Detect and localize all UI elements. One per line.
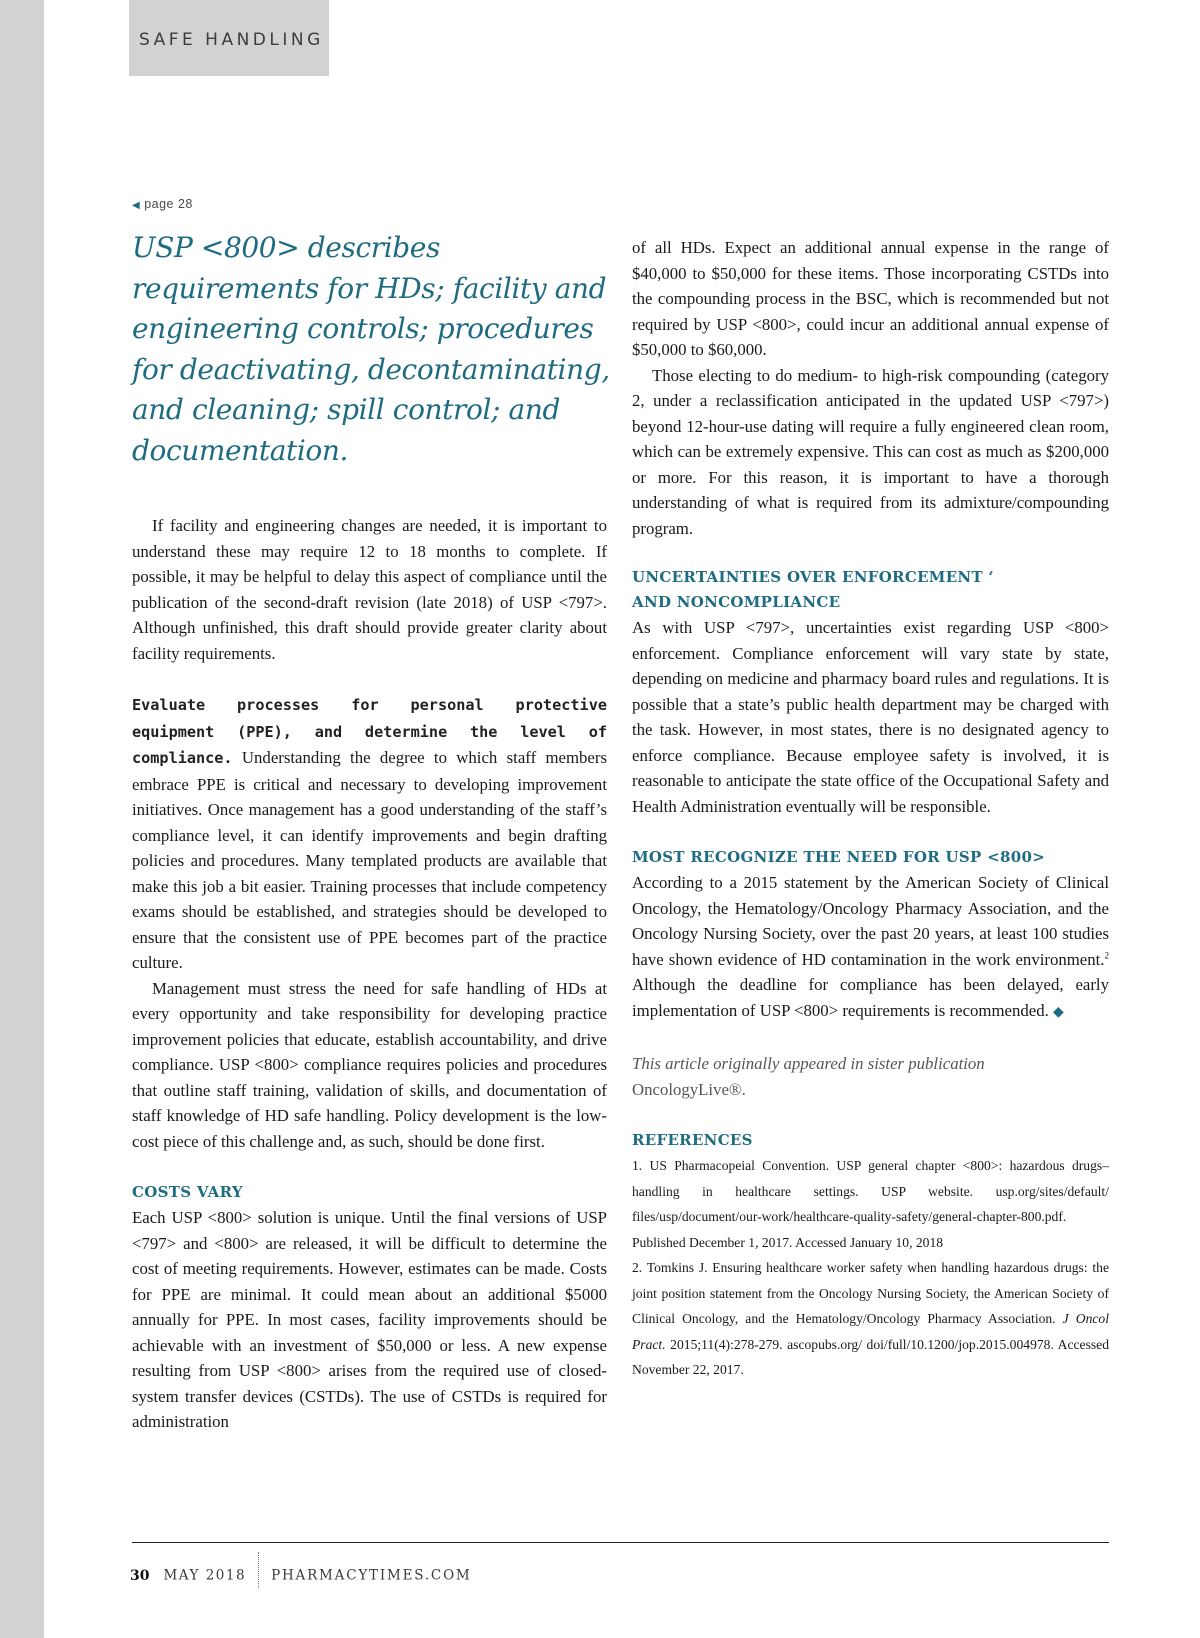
footer-divider [258,1552,259,1588]
origin-text: This article originally appeared in sister publication [632,1054,985,1073]
pull-quote: USP <800> describes requirements for HDs; facility and engineering controls; procedures for deactivating, decontaminating, and cleaning; spill control; and documentation. [132,231,610,467]
need-text-2: Although the deadline for compliance has been delayed, early implementation of USP <800> requirements is recommended. [632,975,1109,1020]
reference-2 [632,1255,1109,1383]
left-column [132,513,607,1435]
paragraph-clean-room: Those electing to do medium- to high-risk compounding (category 2, under a reclassification anticipated in the updated USP <797>) beyond 12-hour-use dating will require a fully engineered clean room, which can be extremely expensive. This can cost as much as $200,000 or more. For this reason, it is important to have a thorough understanding of what is required from its admixture/compounding program. [632,365,1109,538]
heading-costs-vary: COSTS VARY [132,1183,243,1201]
origin-note [632,1051,1109,1102]
section-tab [129,0,329,76]
publication-site: PHARMACYTIMES.COM [271,1567,472,1584]
left-margin-band [0,0,44,1638]
citation-superscript: 2 [1104,949,1109,960]
left-triangle-icon: ◀ [132,200,141,211]
right-column [632,235,1109,1383]
reference-2-text: 2. Tomkins J. Ensuring healthcare worker safety when handling hazardous drugs: the joint position statement from the Oncology Nursing Society, the American Society of Clinical Oncology, and the Hematology/Oncology Pharmacy Association. [632,1260,1109,1326]
heading-enforcement-line1: UNCERTAINTIES OVER ENFORCEMENT ‘ [632,568,994,586]
page-ref-label: page 28 [144,197,193,211]
reference-2-journal: J Oncol Pract. [632,1311,1109,1352]
issue-date: MAY 2018 [163,1567,247,1584]
need-text: According to a 2015 statement by the American Society of Clinical Oncology, the Hematology/Oncology Pharmacy Association, and the Oncology Nursing Society, over the past 20 years, at least 100 studies have shown evidence of HD contamination in the work environment. [632,873,1109,969]
paragraph-cstd-costs: of all HDs. Expect an additional annual expense in the range of $40,000 to $50,000 for these items. Those incorporating CSTDs into the compounding process in the BSC, which is recommended but not required by USP <800>, could incur an additional annual expense of $50,000 to $60,000. [632,238,1109,359]
heading-enforcement-line2: AND NONCOMPLIANCE [632,593,841,611]
heading-recognize-need: MOST RECOGNIZE THE NEED FOR USP <800> [632,848,1046,866]
paragraph-management: Management must stress the need for safe handling of HDs at every opportunity and take responsibility for developing practice improvement policies that educate, establish accountability, and drive compliance. USP <800> compliance requires policies and procedures that outline staff training, validation of skills, and documentation of staff knowledge of HD safe handling. Policy development is the low-cost piece of this challenge and, as such, should be done first. [132,978,607,1151]
section-tab-label: SAFE HANDLING [139,30,324,50]
heading-enforcement [632,565,1109,615]
ppe-lead-in: Evaluate processes for personal protective equipment (PPE), and determine the level of compliance. [132,696,607,767]
footer-rule [132,1542,1109,1543]
page-continuation-ref [132,197,193,211]
paragraph-facility: If facility and engineering changes are needed, it is important to understand these may require 12 to 18 months to complete. If possible, it may be helpful to delay this aspect of compliance until the publication of the second-draft revision (late 2018) of USP <797>. Although unfinished, this draft should provide greater clarity about facility requirements. [132,516,607,663]
heading-references: REFERENCES [632,1131,753,1149]
paragraph-recognize-need [632,870,1109,1025]
paragraph-enforcement: As with USP <797>, uncertainties exist regarding USP <800> enforcement. Compliance enforcement will vary state by state, depending on medicine and pharmacy board rules and regulations. It is possible that a state’s public health department may be charged with the task. However, in most states, there is no designated agency to enforce compliance. Because employee safety is involved, it is reasonable to anticipate the state office of the Occupational Safety and Health Administration eventually will be responsible. [632,618,1109,816]
ppe-body: Understanding the degree to which staff members embrace PPE is critical and necessary to developing improvement initiatives. Once management has a good understanding of the staff’s compliance level, it can identify improvements and begin drafting policies and procedures. Many templated products are available that make this job a bit easier. Training processes that include competency exams should be established, and strategies should be developed to ensure that the consistent use of PPE becomes part of the practice culture. [132,748,607,972]
page-footer [130,1558,472,1586]
paragraph-costs: Each USP <800> solution is unique. Until the final versions of USP <797> and <800> are released, it will be difficult to determine the cost of meeting requirements. However, estimates can be made. Costs for PPE are minimal. It could mean about an additional $5000 annually for PPE. In most cases, facility improvements should be achievable with an investment of $50,000 or less. A new expense resulting from USP <800> arises from the required use of closed-system transfer devices (CSTDs). The use of CSTDs is required for administration [132,1208,607,1431]
paragraph-ppe [132,692,607,976]
end-of-article-diamond-icon: ◆ [1052,1004,1064,1020]
origin-publication: OncologyLive®. [632,1079,746,1099]
reference-1: 1. US Pharmacopeial Convention. USP general chapter <800>: hazardous drugs–handling in healthcare settings. USP website. usp.org/sites/default/ files/usp/document/our-work/healthcare-quality-safety/general-chapter-800.pdf. Published December 1, 2017. Accessed January 10, 2018 [632,1158,1109,1250]
page-number: 30 [130,1567,150,1584]
reference-2-details: 2015;11(4):278-279. ascopubs.org/ doi/full/10.1200/jop.2015.004978. Accessed November 22, 2017. [632,1336,1109,1377]
